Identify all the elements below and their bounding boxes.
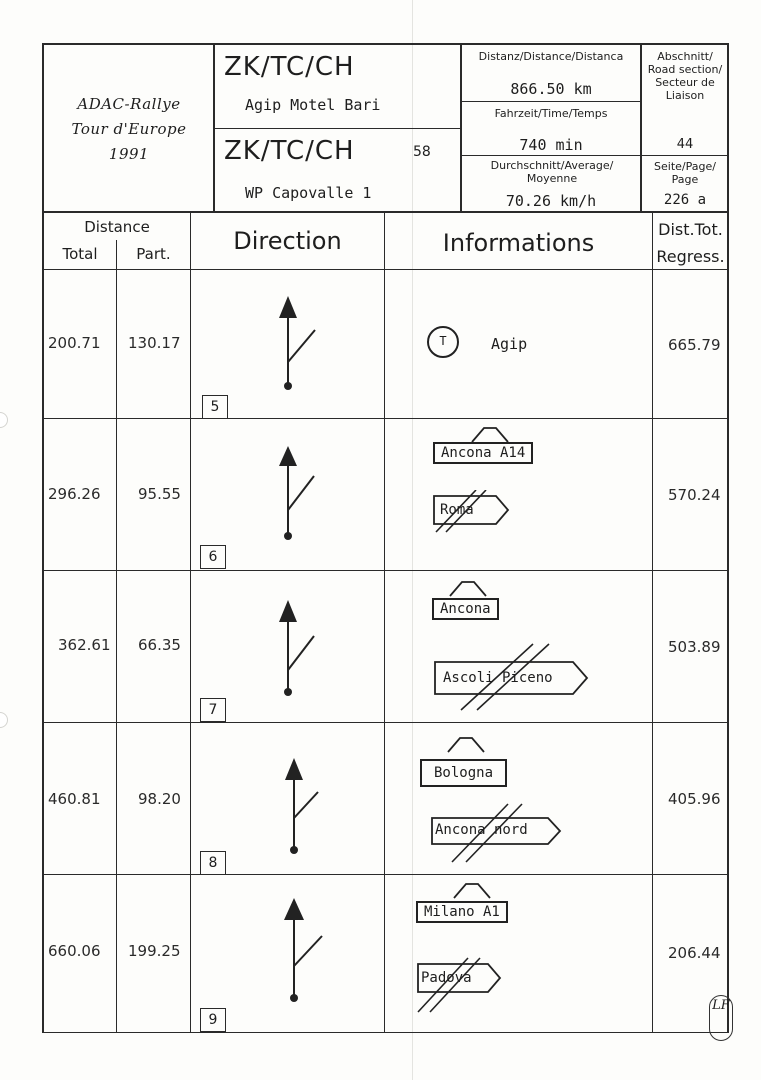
sign-hanger-icon: [446, 734, 486, 754]
time-label: Fahrzeit/Time/Temps: [494, 107, 608, 120]
average-label: Durchschnitt/Average/ Moyenne: [490, 159, 614, 185]
section-value: 44: [676, 137, 694, 152]
total-distance: 200.71: [48, 334, 101, 352]
rally-title-line: 1991: [108, 145, 150, 163]
sign-hanger-icon: [470, 424, 510, 444]
direction-header: Direction: [233, 227, 342, 255]
page-label: Seite/Page/ Page: [654, 160, 716, 186]
distance-label: Distanz/Distance/Distanca: [478, 50, 624, 63]
to-control-number: 58: [413, 144, 431, 160]
total-distance: 660.06: [48, 942, 101, 960]
sign-hanger-icon: [452, 880, 492, 900]
time-value: 740 min: [519, 136, 583, 154]
sign-hanger-icon: [448, 578, 488, 598]
overhead-sign: Ancona A14: [433, 442, 533, 464]
info-text: Agip: [491, 335, 528, 353]
row-number: 9: [200, 1008, 226, 1032]
crossed-sign-text: Padova: [421, 970, 472, 986]
crossed-sign-text: Roma: [440, 502, 474, 518]
page-fold: [412, 0, 413, 1080]
overhead-sign: Bologna: [420, 759, 507, 787]
approval-initials: LF: [709, 995, 733, 1041]
straight-ahead-arrow-icon: [260, 290, 330, 400]
total-distance: 460.81: [48, 790, 101, 808]
distance-header: Distance: [84, 218, 150, 236]
overhead-sign: Milano A1: [416, 901, 508, 923]
straight-ahead-arrow-icon: [266, 752, 336, 862]
total-header: Total: [62, 245, 98, 263]
row-number: 8: [200, 851, 226, 875]
total-distance: 362.61: [58, 636, 111, 654]
row-number: 5: [202, 395, 228, 419]
remaining-distance: 503.89: [668, 638, 721, 656]
straight-ahead-arrow-icon: [260, 440, 330, 550]
punch-hole: [0, 412, 8, 428]
to-place: WP Capovalle 1: [245, 184, 372, 202]
straight-ahead-arrow-icon: [266, 896, 336, 1008]
fuel-marker-letter: T: [439, 334, 447, 348]
remaining-distance: 405.96: [668, 790, 721, 808]
row-number: 7: [200, 698, 226, 722]
average-value: 70.26 km/h: [505, 192, 597, 210]
partial-distance: 130.17: [128, 334, 181, 352]
total-distance: 296.26: [48, 485, 101, 503]
punch-hole: [0, 712, 8, 728]
informations-header: Informations: [442, 229, 595, 257]
from-control-code: ZK/TC/CH: [224, 52, 355, 82]
section-label: Abschnitt/ Road section/ Secteur de Liaison: [647, 50, 723, 102]
partial-distance: 66.35: [138, 636, 181, 654]
partial-distance: 199.25: [128, 942, 181, 960]
partial-header: Part.: [136, 245, 171, 263]
partial-distance: 98.20: [138, 790, 181, 808]
regress-header: Regress.: [656, 247, 725, 266]
straight-ahead-arrow-icon: [260, 594, 330, 704]
rally-title-line: ADAC-Rallye: [77, 95, 181, 113]
row-number: 6: [200, 545, 226, 569]
rally-title: [45, 92, 213, 167]
rally-title-line: Tour d'Europe: [71, 120, 187, 138]
overhead-sign: Ancona: [432, 598, 499, 620]
partial-distance: 95.55: [138, 485, 181, 503]
remaining-distance: 665.79: [668, 336, 721, 354]
to-control-code: ZK/TC/CH: [224, 136, 355, 166]
from-place: Agip Motel Bari: [245, 96, 381, 114]
remaining-distance: 206.44: [668, 944, 721, 962]
crossed-sign-text: Ancona nord: [435, 822, 528, 838]
page-value: 226 a: [663, 192, 707, 208]
dist-tot-header: Dist.Tot.: [658, 220, 723, 239]
remaining-distance: 570.24: [668, 486, 721, 504]
distance-value: 866.50 km: [510, 80, 592, 98]
crossed-sign-text: Ascoli Piceno: [443, 670, 553, 686]
